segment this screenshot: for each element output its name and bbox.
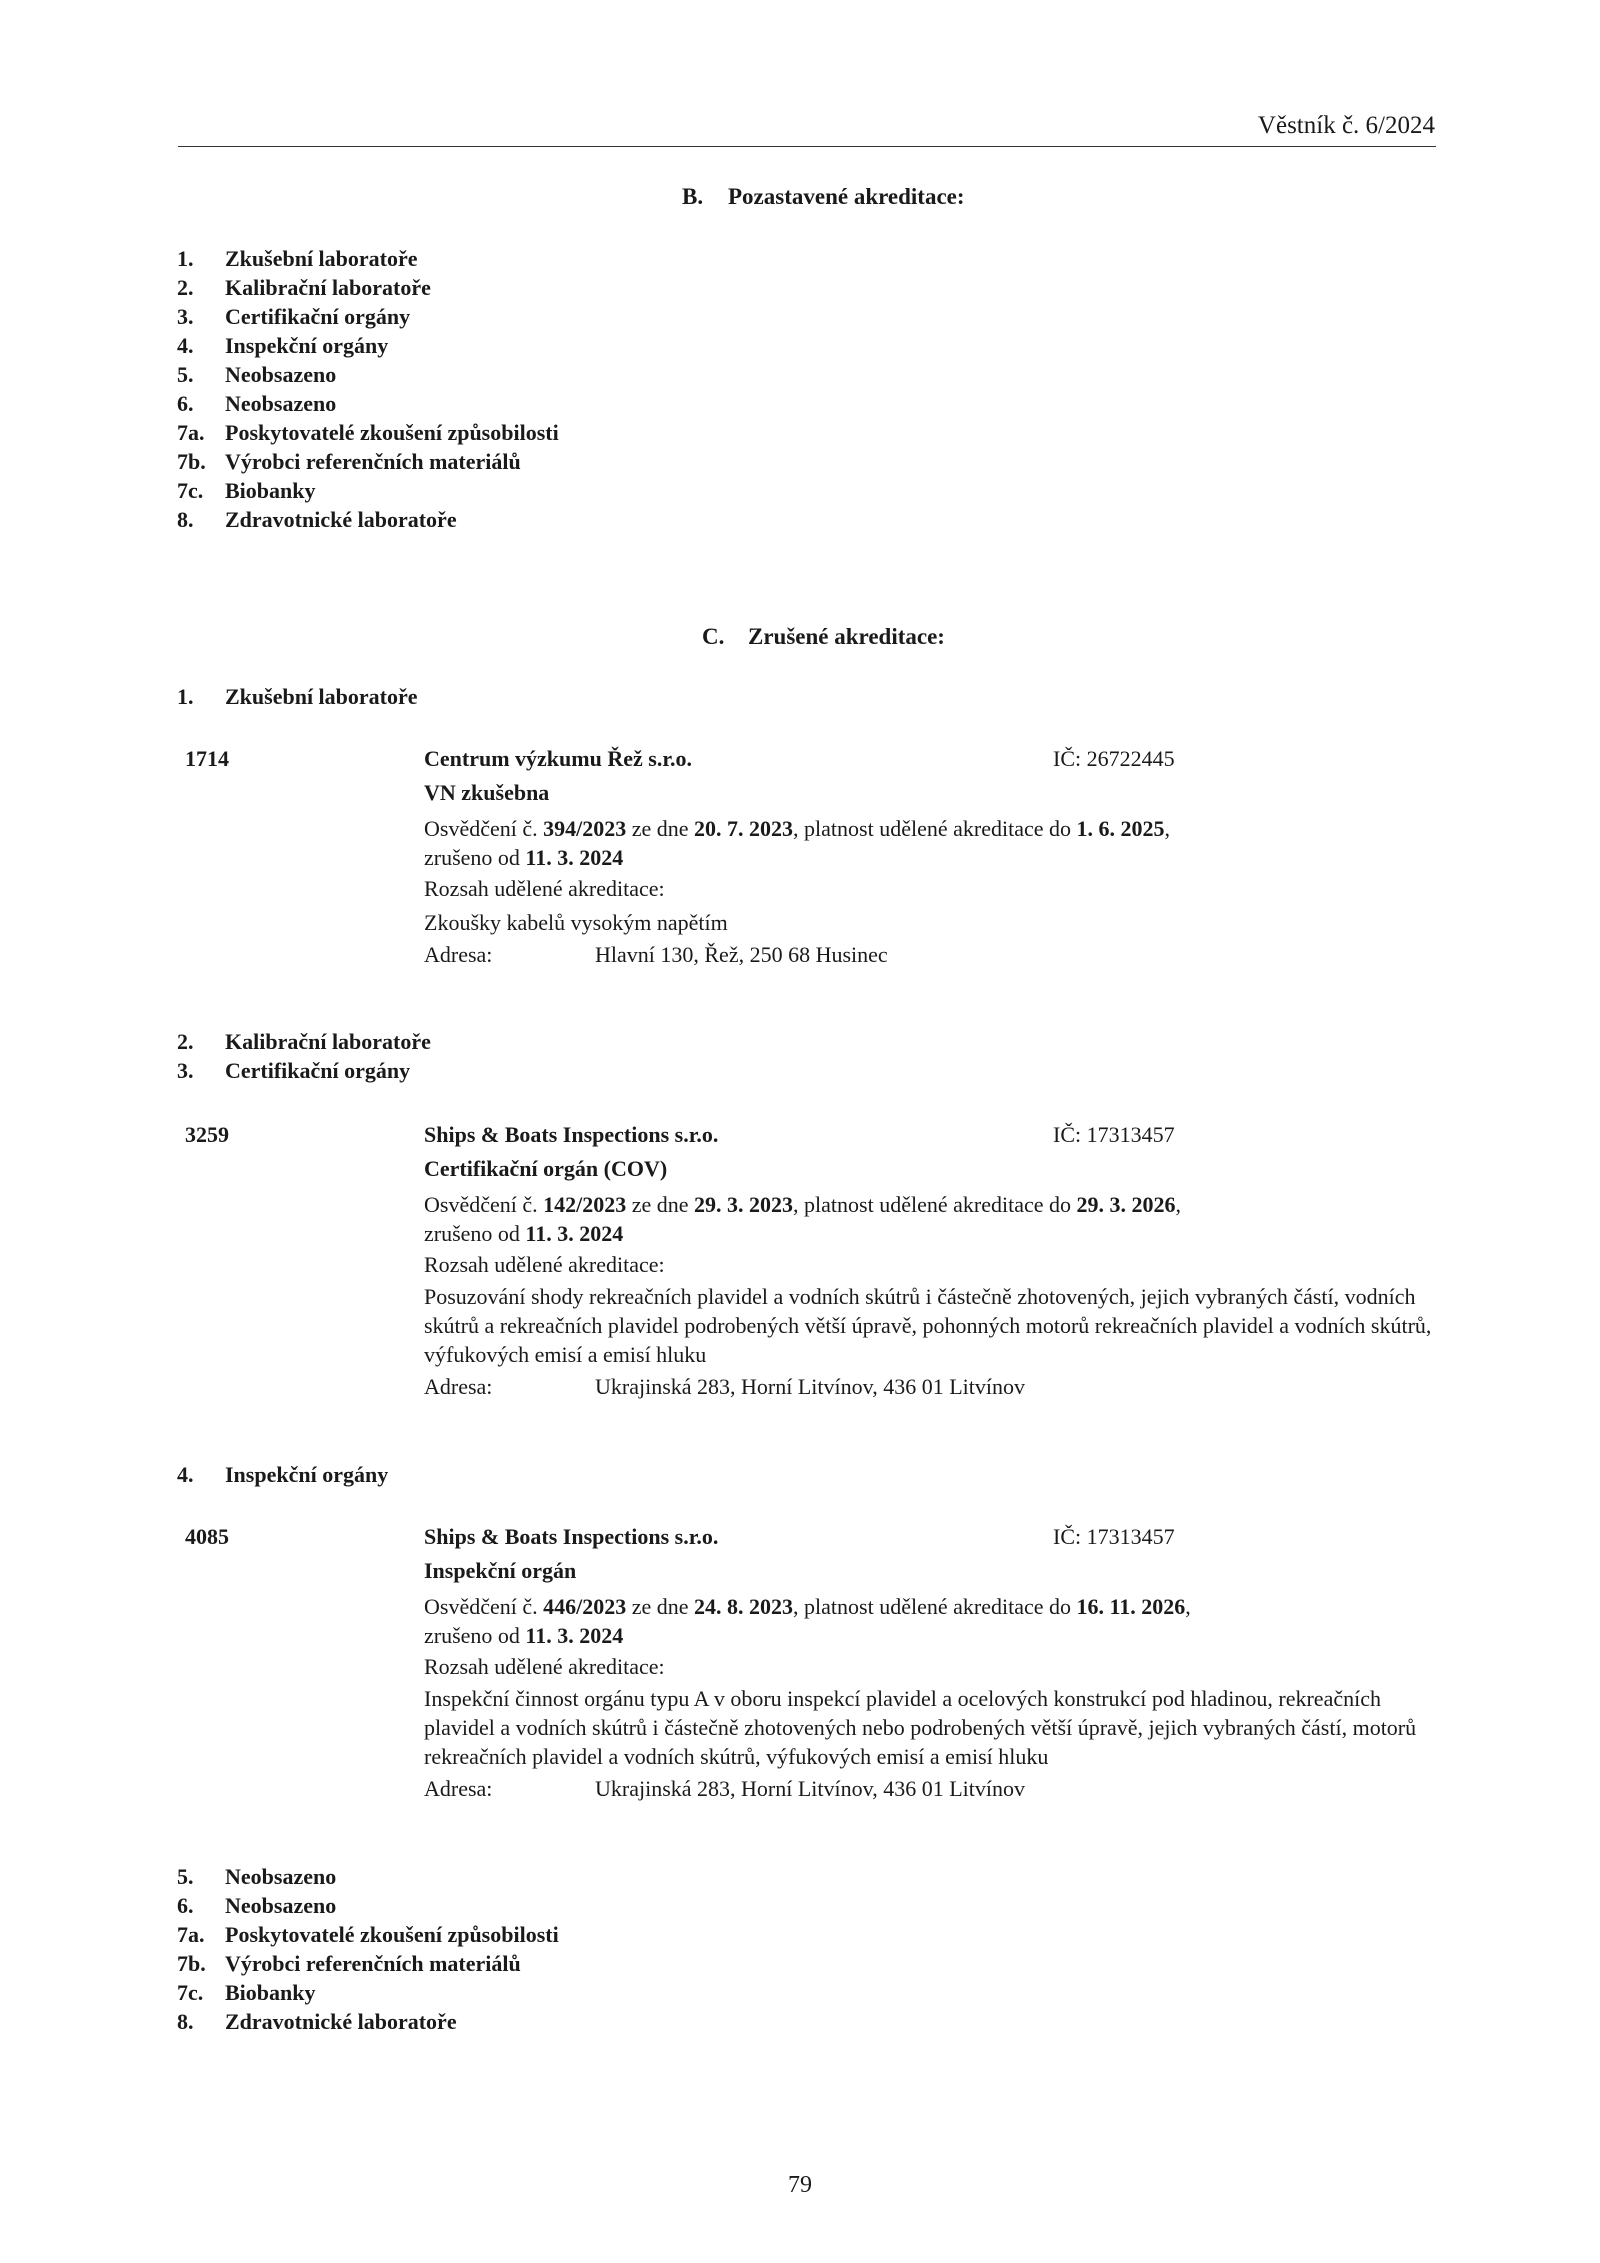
category-heading: 4. Inspekční orgány bbox=[177, 1462, 389, 1487]
list-item: 7a. Poskytovatelé zkoušení způsobilosti bbox=[177, 1922, 559, 1947]
list-item: 7c. Biobanky bbox=[177, 1980, 316, 2005]
list-item: 8. Zdravotnické laboratoře bbox=[177, 507, 457, 532]
list-item: 6. Neobsazeno bbox=[177, 391, 337, 416]
entry-scope-label: Rozsah udělené akreditace: bbox=[424, 1252, 665, 1277]
entry-address-label: Adresa: bbox=[424, 942, 493, 967]
list-item: 6. Neobsazeno bbox=[177, 1893, 337, 1918]
entry-ico: IČ: 17313457 bbox=[1053, 1122, 1175, 1147]
category-heading: 2. Kalibrační laboratoře bbox=[177, 1029, 431, 1054]
entry-scope-label: Rozsah udělené akreditace: bbox=[424, 876, 665, 901]
list-item: 5. Neobsazeno bbox=[177, 1864, 337, 1889]
entry-cancellation: zrušeno od 11. 3. 2024 bbox=[424, 1221, 624, 1246]
entry-number: 4085 bbox=[185, 1524, 229, 1549]
list-item: 7c. Biobanky bbox=[177, 478, 316, 503]
list-item: 7b. Výrobci referenčních materiálů bbox=[177, 449, 521, 474]
list-item: 1. Zkušební laboratoře bbox=[177, 246, 418, 271]
entry-unit: Certifikační orgán (COV) bbox=[424, 1156, 668, 1181]
list-item: 3. Certifikační orgány bbox=[177, 304, 411, 329]
entry-address: Ukrajinská 283, Horní Litvínov, 436 01 Litvínov bbox=[595, 1776, 1025, 1801]
entry-cancellation: zrušeno od 11. 3. 2024 bbox=[424, 1623, 624, 1648]
section-b-letter: B. bbox=[682, 184, 704, 209]
entry-scope: Zkoušky kabelů vysokým napětím bbox=[424, 910, 728, 935]
list-item: 2. Kalibrační laboratoře bbox=[177, 275, 431, 300]
entry-organization: Ships & Boats Inspections s.r.o. bbox=[424, 1122, 719, 1147]
category-heading: 3. Certifikační orgány bbox=[177, 1058, 411, 1083]
entry-cancellation: zrušeno od 11. 3. 2024 bbox=[424, 845, 624, 870]
entry-unit: VN zkušebna bbox=[424, 780, 550, 805]
entry-organization: Ships & Boats Inspections s.r.o. bbox=[424, 1524, 719, 1549]
entry-certificate: Osvědčení č. 446/2023 ze dne 24. 8. 2023, platnost udělené akreditace do 16. 11. 2026, bbox=[424, 1594, 1191, 1619]
entry-ico: IČ: 17313457 bbox=[1053, 1524, 1175, 1549]
list-item: 4. Inspekční orgány bbox=[177, 333, 389, 358]
list-item: 7a. Poskytovatelé zkoušení způsobilosti bbox=[177, 420, 559, 445]
section-c-letter: C. bbox=[702, 624, 725, 649]
entry-address-label: Adresa: bbox=[424, 1374, 493, 1399]
entry-scope: Inspekční činnost orgánu typu A v oboru inspekcí plavidel a ocelových konstrukcí pod hladinou, rekreačních plavidel a vodních skútrů i částečně zhotovených nebo podrobených větší úpravě, jejich vybraných částí, motorů rekreačních plavidel a vodních skútrů, výfukových emisí a emisí hluku bbox=[424, 1686, 1417, 1769]
list-item: 5. Neobsazeno bbox=[177, 362, 337, 387]
section-b-title bbox=[682, 184, 965, 210]
header-rule bbox=[178, 146, 1436, 147]
entry-ico: IČ: 26722445 bbox=[1053, 746, 1175, 771]
entry-organization: Centrum výzkumu Řež s.r.o. bbox=[424, 746, 693, 771]
section-c-title bbox=[702, 624, 945, 650]
category-heading: 1. Zkušební laboratoře bbox=[177, 684, 418, 709]
section-c-heading: Zrušené akreditace: bbox=[748, 624, 945, 649]
entry-address: Hlavní 130, Řež, 250 68 Husinec bbox=[595, 942, 888, 967]
entry-scope-label: Rozsah udělené akreditace: bbox=[424, 1654, 665, 1679]
entry-address: Ukrajinská 283, Horní Litvínov, 436 01 Litvínov bbox=[595, 1374, 1025, 1399]
section-b-heading: Pozastavené akreditace: bbox=[728, 184, 965, 209]
bulletin-title: Věstník č. 6/2024 bbox=[1257, 112, 1435, 139]
entry-unit: Inspekční orgán bbox=[424, 1558, 577, 1583]
list-item: 7b. Výrobci referenčních materiálů bbox=[177, 1951, 521, 1976]
entry-scope: Posuzování shody rekreačních plavidel a vodních skútrů i částečně zhotovených, jejich vybraných částí, vodních skútrů a rekreačních plavidel podrobených větší úpravě, pohonných motorů rekreačních plavidel a vodních skútrů, výfukových emisí a emisí hluku bbox=[424, 1284, 1432, 1367]
entry-address-label: Adresa: bbox=[424, 1776, 493, 1801]
entry-certificate: Osvědčení č. 142/2023 ze dne 29. 3. 2023, platnost udělené akreditace do 29. 3. 2026, bbox=[424, 1192, 1181, 1217]
entry-number: 1714 bbox=[185, 746, 229, 771]
page-number: 79 bbox=[788, 2172, 812, 2198]
entry-certificate: Osvědčení č. 394/2023 ze dne 20. 7. 2023, platnost udělené akreditace do 1. 6. 2025, bbox=[424, 816, 1170, 841]
list-item: 8. Zdravotnické laboratoře bbox=[177, 2009, 457, 2034]
entry-number: 3259 bbox=[185, 1122, 229, 1147]
